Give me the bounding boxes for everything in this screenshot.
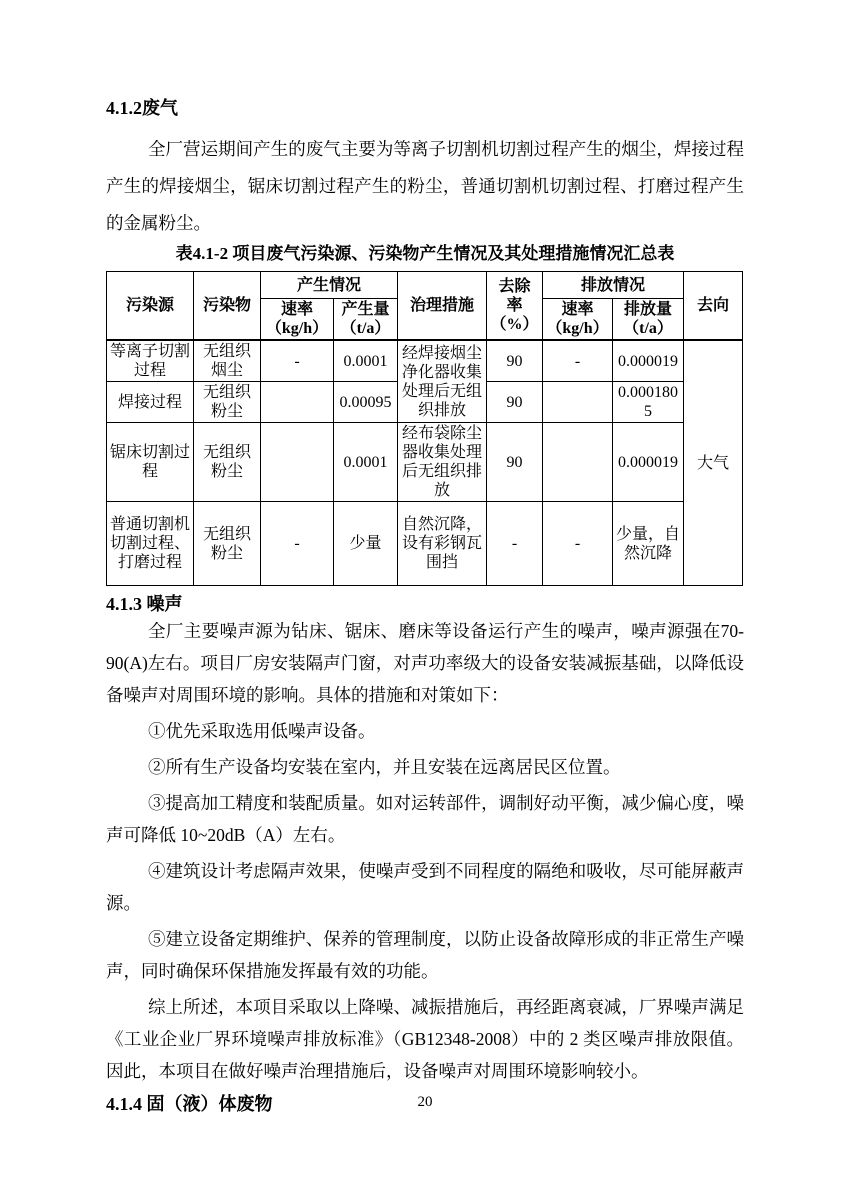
cell-emission-amount: 0.0001805 bbox=[613, 382, 684, 423]
paragraph-noise-intro: 全厂主要噪声源为钻床、锯床、磨床等设备运行产生的噪声，噪声源强在70-90(A)左右。项目厂房安装隔声门窗，对声功率级大的设备安装减振基础，以降低设备噪声对周围环境的影响。具体的措施和对策如下： bbox=[106, 621, 744, 705]
section-heading-4-1-2: 4.1.2废气 bbox=[106, 98, 178, 118]
cell-destination: 大气 bbox=[684, 340, 743, 586]
cell-emission-amount: 0.000019 bbox=[613, 340, 684, 382]
th-treatment-measures: 治理措施 bbox=[398, 272, 487, 341]
table-row bbox=[107, 502, 743, 586]
th-emission-amount-line1: 排放量 bbox=[624, 301, 673, 318]
th-removal-rate-line3: （%） bbox=[490, 316, 539, 333]
section-heading-4-1-4: 4.1.4 固（液）体废物 bbox=[106, 1094, 273, 1114]
cell-emission-amount: 0.000019 bbox=[613, 423, 684, 502]
th-removal-rate-line1: 去除 bbox=[498, 278, 531, 295]
th-emission-rate-line1: 速率 bbox=[561, 301, 594, 318]
cell-source: 普通切割机切割过程、打磨过程 bbox=[107, 502, 194, 586]
noise-measure-item-2: ②所有生产设备均安装在室内，并且安装在远离居民区位置。 bbox=[148, 757, 621, 777]
th-emission-group: 排放情况 bbox=[543, 272, 684, 299]
th-destination: 去向 bbox=[684, 272, 743, 341]
cell-emission-rate bbox=[543, 382, 613, 423]
noise-measure-item-3: ③提高加工精度和装配质量。如对运转部件，调制好动平衡，减少偏心度，噪声可降低 10~20dB（A）左右。 bbox=[106, 793, 744, 845]
cell-pollutant: 无组织粉尘 bbox=[194, 502, 261, 586]
th-emission-rate bbox=[543, 299, 613, 341]
cell-source: 等离子切割过程 bbox=[107, 340, 194, 382]
cell-emission-rate: - bbox=[543, 340, 613, 382]
cell-pollutant: 无组织烟尘 bbox=[194, 340, 261, 382]
cell-emission-rate: - bbox=[543, 502, 613, 586]
cell-generation-amount: 0.0001 bbox=[334, 340, 398, 382]
th-removal-rate-line2: 率 bbox=[506, 297, 523, 314]
th-generation-rate bbox=[261, 299, 334, 341]
cell-generation-amount: 0.00095 bbox=[334, 382, 398, 423]
cell-pollutant: 无组织粉尘 bbox=[194, 423, 261, 502]
th-generation-rate-line2: （kg/h） bbox=[265, 320, 329, 337]
cell-generation-rate: - bbox=[261, 340, 334, 382]
cell-pollutant: 无组织粉尘 bbox=[194, 382, 261, 423]
th-emission-amount bbox=[613, 299, 684, 341]
noise-measure-item-1: ①优先采取选用低噪声设备。 bbox=[148, 721, 376, 741]
th-generation-amount bbox=[334, 299, 398, 341]
cell-generation-rate bbox=[261, 423, 334, 502]
cell-treatment: 经布袋除尘器收集处理后无组织排放 bbox=[398, 423, 487, 502]
cell-removal-rate: 90 bbox=[487, 340, 543, 382]
th-generation-amount-line1: 产生量 bbox=[341, 301, 390, 318]
cell-emission-amount: 少量，自然沉降 bbox=[613, 502, 684, 586]
th-generation-rate-line1: 速率 bbox=[280, 301, 313, 318]
cell-generation-amount: 少量 bbox=[334, 502, 398, 586]
th-emission-amount-line2: （t/a） bbox=[623, 320, 673, 337]
cell-removal-rate: - bbox=[487, 502, 543, 586]
th-removal-rate bbox=[487, 272, 543, 341]
waste-gas-emissions-table bbox=[106, 271, 743, 586]
noise-measure-item-4: ④建筑设计考虑隔声效果，使噪声受到不同程度的隔绝和吸收，尽可能屏蔽声源。 bbox=[106, 861, 744, 913]
cell-generation-amount: 0.0001 bbox=[334, 423, 398, 502]
table-row bbox=[107, 340, 743, 382]
cell-treatment: 经焊接烟尘净化器收集处理后无组织排放 bbox=[398, 340, 487, 423]
cell-generation-rate: - bbox=[261, 502, 334, 586]
section-heading-4-1-3: 4.1.3 噪声 bbox=[106, 594, 183, 614]
paragraph-noise-conclusion: 综上所述，本项目采取以上降噪、减振措施后，再经距离衰减，厂界噪声满足《工业企业厂界环境噪声排放标准》（GB12348-2008）中的 2 类区噪声排放限值。因此，本项目在做好噪声治理措施后，设备噪声对周围环境影响较小。 bbox=[106, 997, 744, 1081]
paragraph-waste-gas: 全厂营运期间产生的废气主要为等离子切割机切割过程产生的烟尘，焊接过程产生的焊接烟尘，锯床切割过程产生的粉尘，普通切割机切割过程、打磨过程产生的金属粉尘。 bbox=[106, 139, 744, 233]
noise-measure-item-5: ⑤建立设备定期维护、保养的管理制度，以防止设备故障形成的非正常生产噪声，同时确保环保措施发挥最有效的功能。 bbox=[106, 929, 744, 981]
page-content bbox=[106, 0, 744, 1115]
table-caption: 表4.1-2 项目废气污染源、污染物产生情况及其处理措施情况汇总表 bbox=[175, 244, 675, 263]
cell-source: 焊接过程 bbox=[107, 382, 194, 423]
cell-removal-rate: 90 bbox=[487, 382, 543, 423]
th-pollution-source: 污染源 bbox=[107, 272, 194, 341]
th-pollutant: 污染物 bbox=[194, 272, 261, 341]
th-generation-group: 产生情况 bbox=[261, 272, 398, 299]
page-number: 20 bbox=[417, 1094, 433, 1110]
cell-removal-rate: 90 bbox=[487, 423, 543, 502]
table-row bbox=[107, 423, 743, 502]
th-generation-amount-line2: （t/a） bbox=[340, 320, 391, 337]
cell-generation-rate bbox=[261, 382, 334, 423]
th-emission-rate-line2: （kg/h） bbox=[546, 320, 609, 337]
cell-source: 锯床切割过程 bbox=[107, 423, 194, 502]
cell-treatment: 自然沉降，设有彩钢瓦围挡 bbox=[398, 502, 487, 586]
cell-emission-rate bbox=[543, 423, 613, 502]
